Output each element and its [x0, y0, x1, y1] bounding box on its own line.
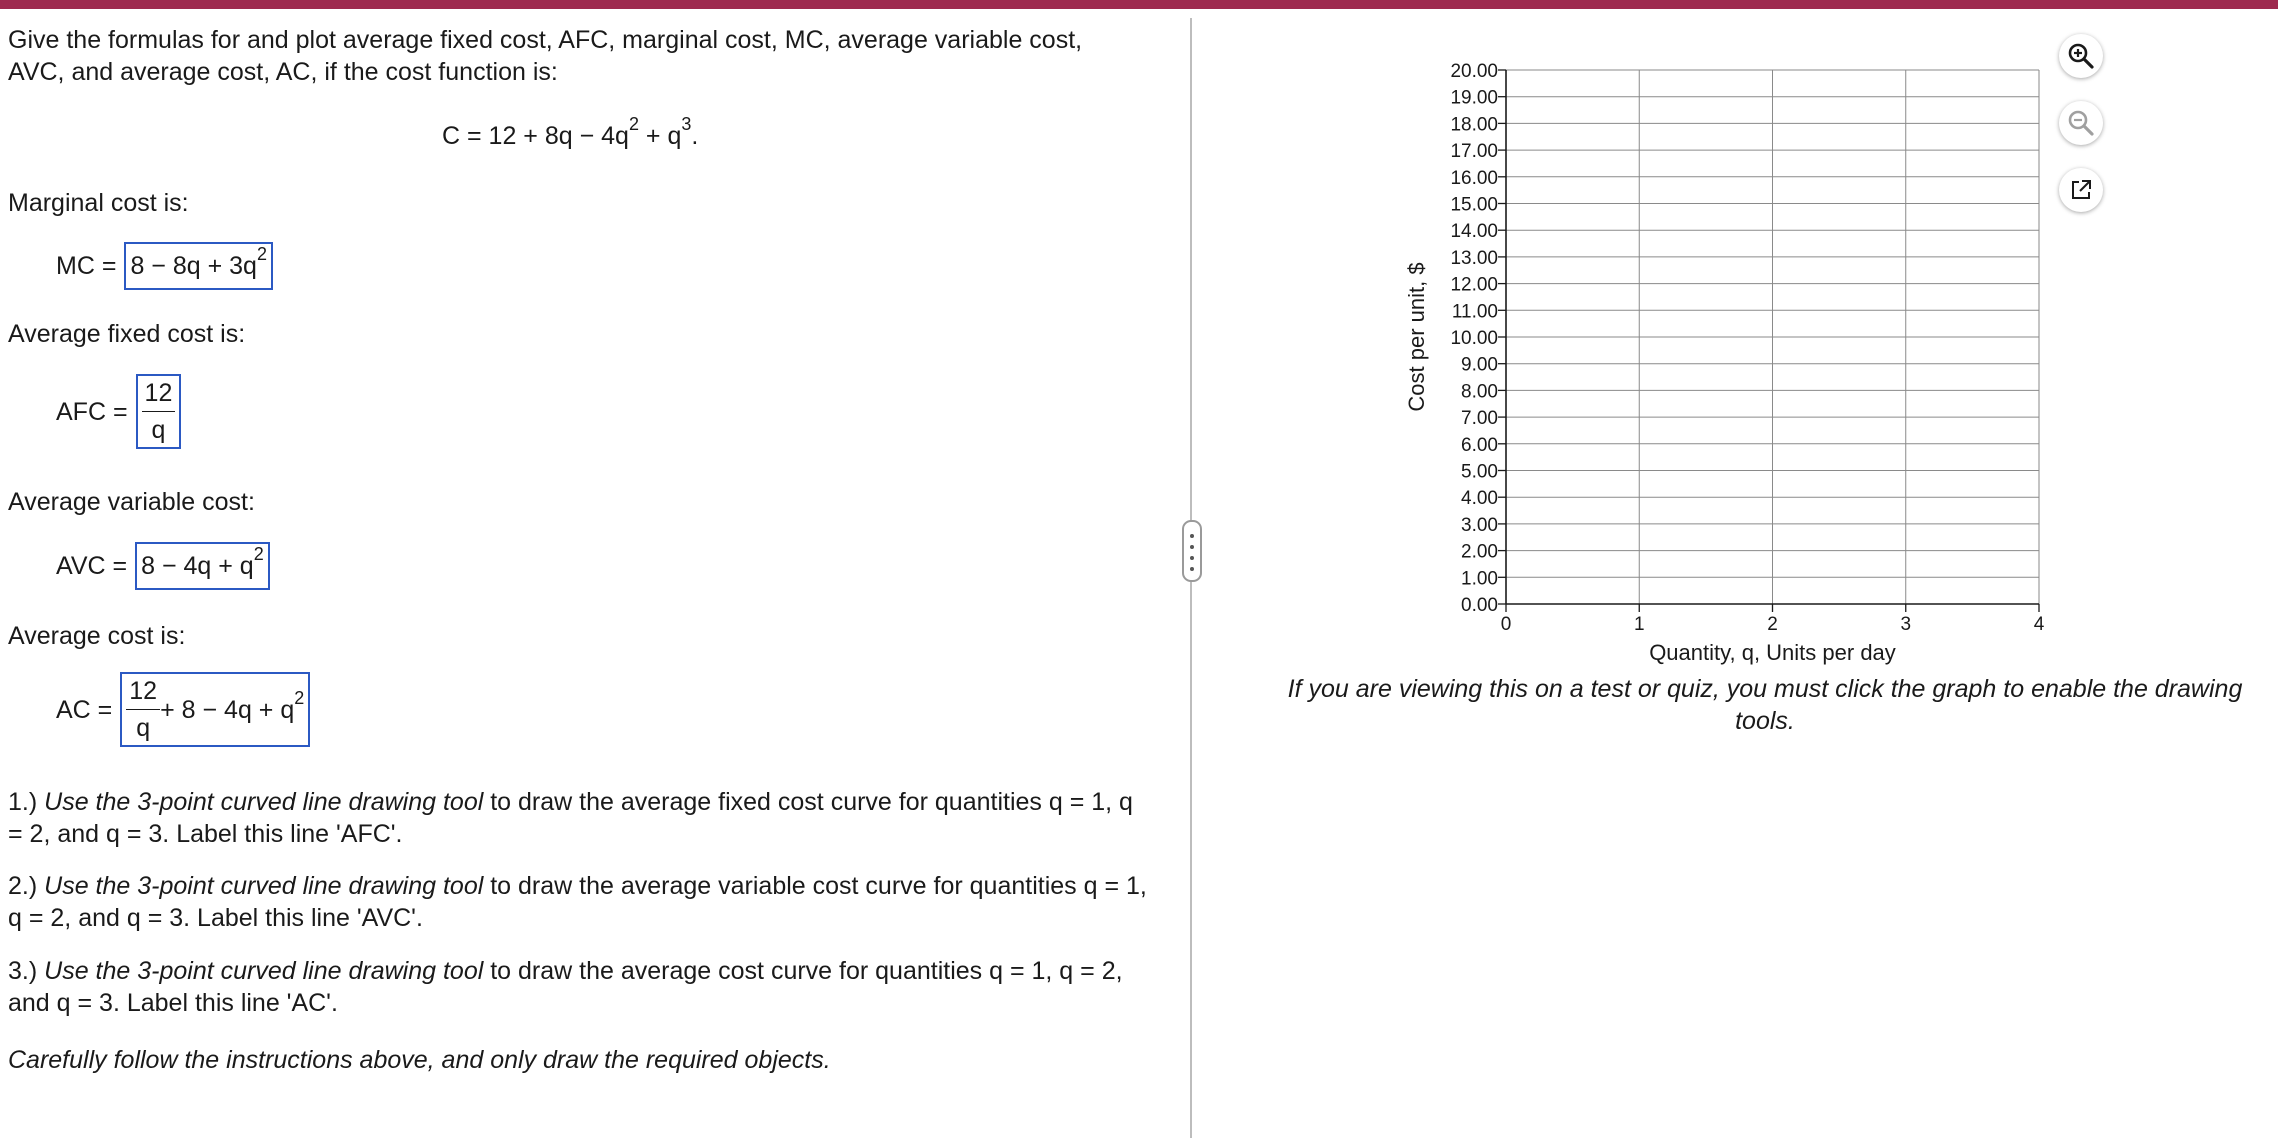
y-tick-label: 16.00 [1450, 167, 1498, 189]
x-tick-label: 0 [1500, 614, 1512, 635]
y-tick-label: 5.00 [1461, 461, 1498, 483]
ac-fraction: $\frac{12}{q}$ [126, 676, 160, 743]
cost-function: $C = 12 + 8q - 4q^2 + q^3$. [442, 114, 699, 150]
x-tick-label: 4 [2033, 614, 2045, 635]
popout-icon [2068, 177, 2094, 203]
afc-answer-box[interactable] [136, 374, 182, 449]
y-tick-label: 8.00 [1461, 381, 1498, 403]
instruction-2: 2.) Use the 3-point curved line drawing tool to draw the average variable cost curve for quantities q = 1, q = 2, and q = 3. Label this line 'AVC'. [8, 872, 1147, 932]
y-tick-label: 6.00 [1461, 434, 1498, 456]
ac-answer-box[interactable]: $\frac{12}{q}$ + 8 − 4q + q $^2$ [120, 672, 310, 747]
y-tick-label: 15.00 [1450, 194, 1498, 216]
graph-note: If you are viewing this on a test or quiz, you must click the graph to enable the drawing tools. [1287, 675, 2243, 735]
y-axis-label: Cost per unit, $ [1404, 262, 1429, 412]
y-tick-label: 4.00 [1461, 488, 1498, 510]
y-tick-label: 19.00 [1450, 87, 1498, 109]
zoom-out-icon [2066, 108, 2096, 138]
y-tick-label: 9.00 [1461, 354, 1498, 376]
y-tick-label: 2.00 [1461, 541, 1498, 563]
careful-note: Carefully follow the instructions above, and only draw the required objects. [8, 1046, 831, 1074]
y-tick-label: 14.00 [1450, 221, 1498, 243]
y-tick-label: 12.00 [1450, 274, 1498, 296]
mc-answer-box[interactable]: 8 − 8q + 3q $^2$ [124, 242, 273, 290]
avc-equation: AVC = 8 − 4q + q $^2$ [56, 542, 270, 590]
popout-button[interactable] [2059, 168, 2103, 212]
zoom-in-icon [2066, 41, 2096, 71]
instruction-3: 3.) Use the 3-point curved line drawing tool to draw the average cost curve for quantities q = 1, q = 2, and q = 3. Label this line 'AC'. [8, 957, 1123, 1017]
x-tick-label: 1 [1633, 614, 1645, 635]
avc-label: Average variable cost: [8, 488, 255, 516]
ac-label: Average cost is: [8, 622, 186, 650]
y-tick-label: 20.00 [1450, 61, 1498, 82]
afc-fraction: $\frac{12}{q}$ [142, 378, 176, 445]
zoom-out-button[interactable] [2059, 101, 2103, 145]
x-axis-label: Quantity, q, Units per day [1649, 640, 1896, 665]
afc-equation: AFC = $\frac{12}{q}$ [56, 374, 181, 449]
zoom-in-button[interactable] [2059, 34, 2103, 78]
question-intro: Give the formulas for and plot average fixed cost, AFC, marginal cost, MC, average variable cost, AVC, and average cost, AC, if the cost function is: [8, 26, 1083, 86]
y-tick-label: 17.00 [1450, 141, 1498, 163]
x-tick-label: 3 [1900, 614, 1912, 635]
mc-equation: MC = 8 − 8q + 3q $^2$ [56, 242, 273, 290]
instruction-1: 1.) Use the 3-point curved line drawing tool to draw the average fixed cost curve for quantities q = 1, q = 2, and q = 3. Label this line 'AFC'. [8, 788, 1133, 848]
cost-graph[interactable] [1390, 40, 2070, 680]
afc-label: Average fixed cost is: [8, 320, 246, 348]
y-tick-label: 13.00 [1450, 247, 1498, 269]
ac-equation: AC = $\frac{12}{q}$ + 8 − 4q + q $^2$ [56, 672, 310, 747]
y-tick-label: 3.00 [1461, 514, 1498, 536]
y-tick-label: 7.00 [1461, 408, 1498, 430]
question-panel [8, 24, 1168, 1074]
resize-handle[interactable] [1182, 520, 1202, 582]
y-tick-label: 1.00 [1461, 568, 1498, 590]
y-tick-label: 10.00 [1450, 328, 1498, 349]
mc-label: Marginal cost is: [8, 189, 189, 217]
y-tick-label: 11.00 [1451, 301, 1498, 323]
x-tick-label: 2 [1767, 614, 1778, 635]
y-tick-label: 18.00 [1450, 114, 1498, 136]
avc-answer-box[interactable]: 8 − 4q + q $^2$ [135, 542, 270, 590]
y-tick-label: 0.00 [1461, 595, 1498, 616]
top-accent-bar [0, 0, 2278, 9]
